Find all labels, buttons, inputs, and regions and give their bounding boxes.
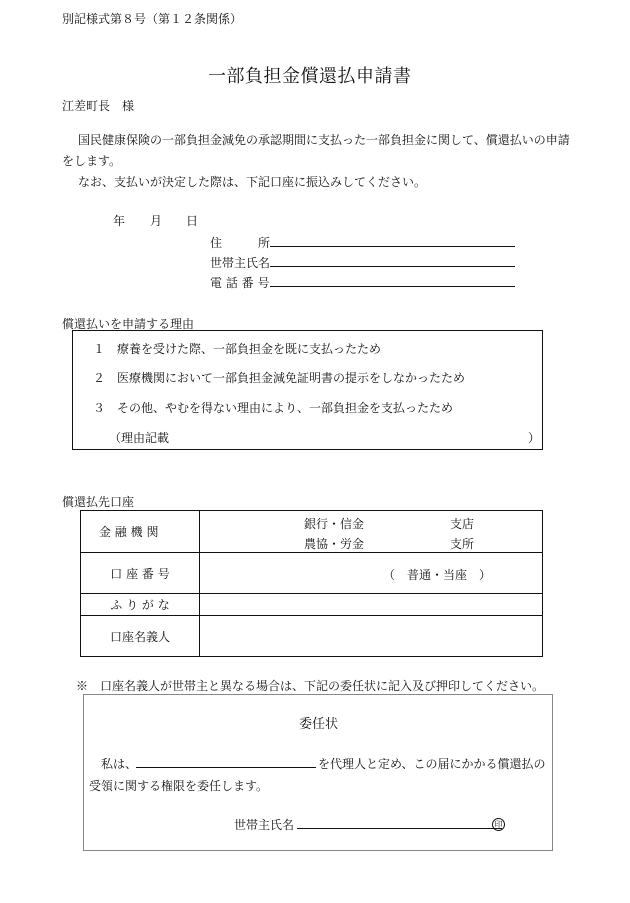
addressee: 江差町長 様 bbox=[62, 99, 135, 113]
delegation-box bbox=[83, 694, 553, 851]
phone-field[interactable] bbox=[270, 286, 515, 287]
seal-mark bbox=[492, 816, 505, 831]
account-number-label: 口 座 番 号 bbox=[110, 566, 170, 581]
proxy-name-field[interactable] bbox=[136, 767, 316, 768]
form-number: 別記様式第８号（第１２条関係） bbox=[62, 12, 243, 26]
reason-option-3[interactable]: ３ その他、やむを得ない理由により、一部負担金を支払ったため bbox=[93, 401, 454, 415]
address-label: 住 所 bbox=[210, 236, 271, 250]
reason-note-field[interactable] bbox=[173, 426, 523, 446]
reason-option-1[interactable]: １ 療養を受けた際、一部負担金を既に支払ったため bbox=[93, 342, 382, 356]
furigana-field[interactable] bbox=[200, 594, 543, 616]
furigana-label: ふ り が な bbox=[110, 598, 170, 612]
date-year-label: 年 bbox=[113, 214, 126, 228]
householder-name-field[interactable] bbox=[270, 266, 515, 267]
bank-label: 金 融 機 関 bbox=[99, 525, 159, 539]
page-title: 一部負担金償還払申請書 bbox=[208, 66, 412, 87]
reason-option-2[interactable]: ２ 医療機関において一部負担金減免証明書の提示をしなかったため bbox=[93, 371, 466, 385]
bank-type-1: 銀行・信金 bbox=[304, 517, 365, 531]
branch-label-2: 支所 bbox=[450, 537, 475, 551]
address-field[interactable] bbox=[270, 246, 515, 247]
reason-note-close: ） bbox=[528, 431, 541, 445]
phone-label: 電 話 番 号 bbox=[210, 276, 270, 290]
account-number-field[interactable] bbox=[200, 553, 543, 594]
bank-field[interactable] bbox=[200, 511, 543, 553]
delegation-line-1-suffix: を代理人と定め、この届にかかる償還払の bbox=[318, 757, 546, 771]
account-type-options[interactable]: （ 普通・当座 ） bbox=[383, 568, 492, 582]
branch-label-1: 支店 bbox=[450, 517, 475, 531]
intro-line-1: 国民健康保険の一部負担金減免の承認期間に支払った一部負担金に関して、償還払いの申請 bbox=[78, 133, 570, 147]
delegation-title: 委任状 bbox=[299, 717, 339, 732]
delegation-name-label: 世帯主氏名 bbox=[234, 818, 295, 832]
bank-type-2: 農協・労金 bbox=[304, 537, 365, 551]
bank-label-cell bbox=[81, 511, 200, 553]
intro-line-2: をします。 bbox=[62, 154, 122, 168]
householder-name-label: 世帯主氏名 bbox=[210, 256, 271, 270]
reasons-box bbox=[72, 330, 543, 450]
account-number-label-cell bbox=[81, 553, 200, 594]
holder-label-cell bbox=[81, 616, 200, 657]
account-table bbox=[80, 510, 543, 657]
holder-label: 口座名義人 bbox=[109, 629, 170, 644]
seal-icon: 印 bbox=[492, 818, 505, 831]
reasons-heading: 償還払いを申請する理由 bbox=[62, 317, 195, 331]
date-day-label: 日 bbox=[186, 214, 199, 228]
reason-note-open: （理由記載 bbox=[109, 431, 170, 445]
delegation-line-1-prefix: 私は、 bbox=[101, 757, 138, 771]
date-month-label: 月 bbox=[150, 214, 163, 228]
holder-field[interactable] bbox=[200, 616, 543, 657]
delegation-name-field[interactable] bbox=[297, 828, 502, 829]
account-heading: 償還払先口座 bbox=[62, 495, 135, 509]
delegation-line-2: 受領に関する権限を委任します。 bbox=[89, 779, 269, 793]
intro-line-3: なお、支払いが決定した際は、下記口座に振込みしてください。 bbox=[78, 175, 427, 189]
furigana-label-cell bbox=[81, 594, 200, 616]
delegation-notice: ※ 口座名義人が世帯主と異なる場合は、下記の委任状に記入及び押印してください。 bbox=[76, 679, 545, 693]
